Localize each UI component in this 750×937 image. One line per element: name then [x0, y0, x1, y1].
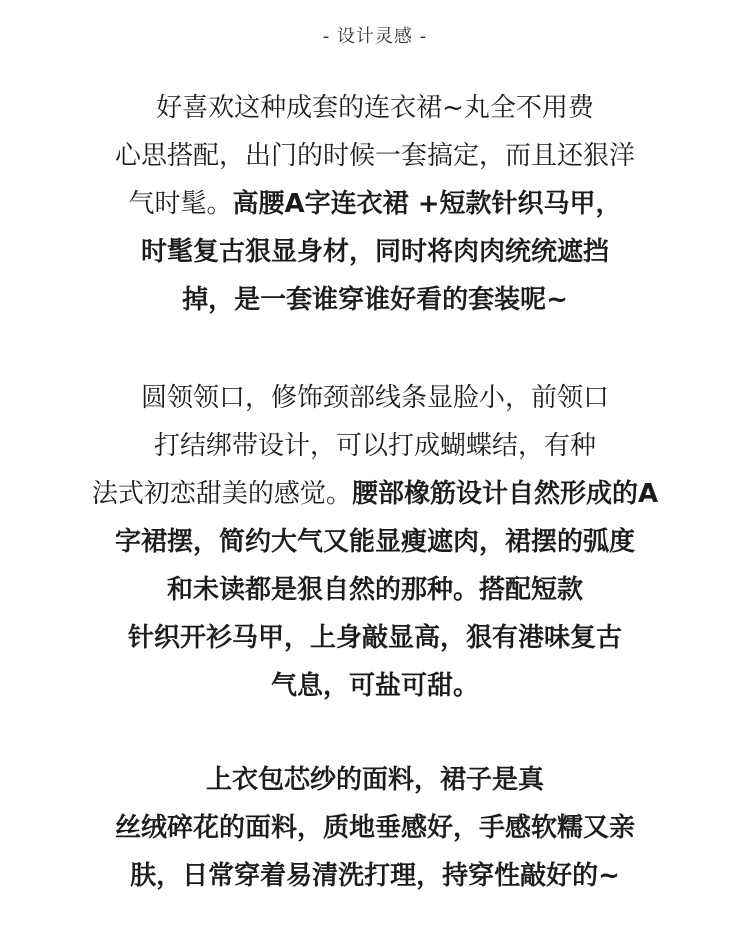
text-segment: 心思搭配，出门的时候一套搞定，而且还狠洋 [114, 141, 635, 171]
text-line [0, 422, 750, 470]
text-segment-bold: 腰部橡筋设计自然形成的A [351, 479, 659, 509]
text-segment: 好喜欢这种成套的连衣裙~丸全不用费 [156, 93, 594, 123]
text-line [0, 132, 750, 180]
text-segment-bold: 针织开衫马甲，上身敲显高，狠有港味复古 [127, 623, 622, 653]
text-segment: 气时髦。 [128, 189, 233, 219]
section-header: - 设计灵感 - [322, 26, 428, 47]
text-segment: 打结绑带设计，可以打成蝴蝶结，有种 [153, 431, 596, 461]
text-segment-bold: 肤，日常穿着易清洗打理，持穿性敲好的~ [130, 861, 620, 891]
text-segment-bold: 丝绒碎花的面料，质地垂感好，手感软糯又亲 [114, 813, 635, 843]
text-line [0, 566, 750, 614]
paragraph-collar-waist-details [0, 374, 750, 710]
text-line [0, 662, 750, 710]
text-line [0, 84, 750, 132]
paragraph-design-intro [0, 84, 750, 324]
text-line [0, 276, 750, 324]
text-segment-bold: 上衣包芯纱的面料，裙子是真 [205, 765, 544, 795]
text-segment-bold: 时髦复古狠显身材，同时将肉肉统统遮挡 [140, 237, 609, 267]
text-line [0, 180, 750, 228]
text-segment-bold: 气息，可盐可甜。 [270, 671, 479, 701]
paragraph-fabric-details [0, 756, 750, 900]
text-segment: 法式初恋甜美的感觉。 [91, 479, 352, 509]
text-line [0, 470, 750, 518]
text-line [0, 756, 750, 804]
text-segment-bold: 高腰A字连衣裙 +短款针织马甲， [232, 189, 622, 219]
text-line [0, 518, 750, 566]
text-line [0, 374, 750, 422]
text-segment-bold: 和未读都是狠自然的那种。搭配短款 [166, 575, 583, 605]
text-segment-bold: 掉，是一套谁穿谁好看的套装呢~ [182, 285, 568, 315]
text-line [0, 852, 750, 900]
text-segment: 圆领领口，修饰颈部线条显脸小，前领口 [140, 383, 609, 413]
text-line [0, 614, 750, 662]
text-line [0, 228, 750, 276]
text-segment-bold: 字裙摆，简约大气又能显瘦遮肉，裙摆的弧度 [114, 527, 635, 557]
text-line [0, 804, 750, 852]
